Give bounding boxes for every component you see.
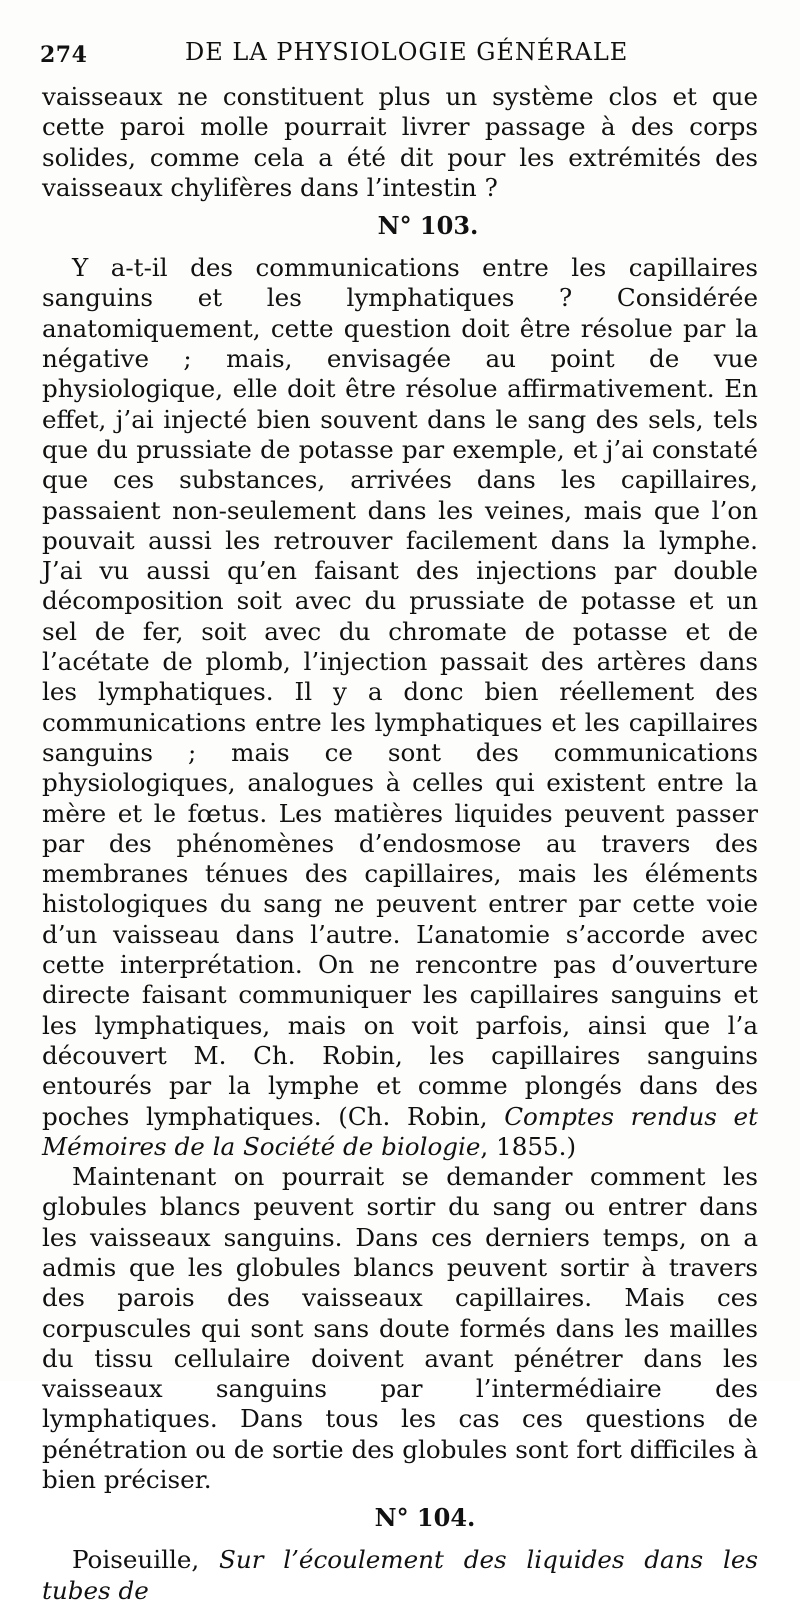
reference-title: Sur l’écoulement des liquides dans les tubes de xyxy=(42,1545,758,1605)
page-number: 274 xyxy=(40,42,88,68)
paragraph-continuation: vaisseaux ne constituent plus un système clos et que cette paroi molle pourrait livrer passage à des corps solides, comme cela a été dit pour les extrémités des vaisseaux chylifères dans l’intestin ? xyxy=(42,82,758,202)
reference-author: Poiseuille, xyxy=(72,1545,219,1575)
section-heading-103: N° 103. xyxy=(377,211,479,241)
page-header xyxy=(40,34,760,74)
paragraph-globules: Maintenant on pourrait se demander comment les globules blancs peuvent sortir du sang ou entrer dans les vaisseaux sanguins. Dans ces derniers temps, on a admis que les globules blancs peuvent sortir à travers des parois des vaisseaux capillaires. Mais ces corpuscules qui sont sans doute formés dans les mailles du tissu cellulaire doivent avant pénétrer dans les vaisseaux sanguins par l’intermédiaire des lymphatiques. Dans tous les cas ces questions de pénétration ou de sortie des globules sont fort difficiles à bien préciser. xyxy=(42,1162,758,1495)
page-body xyxy=(42,82,758,1606)
section-heading-104: N° 104. xyxy=(374,1503,476,1533)
running-head: DE LA PHYSIOLOGIE GÉNÉRALE xyxy=(185,38,629,66)
citation-title: Comptes rendus et Mémoires de la Société de biologie xyxy=(42,1101,758,1161)
citation-year: , 1855.) xyxy=(480,1131,577,1161)
paragraph-poiseuille xyxy=(42,1545,758,1606)
paragraph-communications-text: Y a-t-il des communications entre les capillaires sanguins et les lymphatiques ? Considérée anatomiquement, cette question doit être résolue par la négative ; mais, envisagée au point de vue physiologique, elle doit être résolue affirmativement. En effet, j’ai injecté bien souvent dans le sang des sels, tels que du prussiate de potasse par exemple, et j’ai constaté que ces substances, arrivées dans les capillaires, passaient non-seulement dans les veines, mais que l’on pouvait aussi les retrouver facilement dans la lymphe. J’ai vu aussi qu’en faisant des injections par double décomposition soit avec du prussiate de potasse et un sel de fer, soit avec du chromate de potasse et de l’acétate de plomb, l’injection passait des artères dans les lymphatiques. Il y a donc bien réellement des communications entre les lymphatiques et les capillaires sanguins ; mais ce sont des communications physiologiques, analogues à celles qui existent entre la mère et le fœtus. Les matières liquides peuvent passer par des phénomènes d’endosmose au travers des membranes ténues des capillaires, mais les éléments histologiques du sang ne peuvent entrer par cette voie d’un vaisseau dans l’autre. L’anatomie s’accorde avec cette interprétation. On ne rencontre pas d’ouverture directe faisant communiquer les capillaires sanguins et les lymphatiques, mais on voit parfois, ainsi que l’a découvert M. Ch. Robin, les capillaires sanguins entourés par la lymphe et comme plongés dans des poches lymphatiques. (Ch. Robin, xyxy=(42,253,758,1131)
paragraph-communications xyxy=(42,253,758,1162)
